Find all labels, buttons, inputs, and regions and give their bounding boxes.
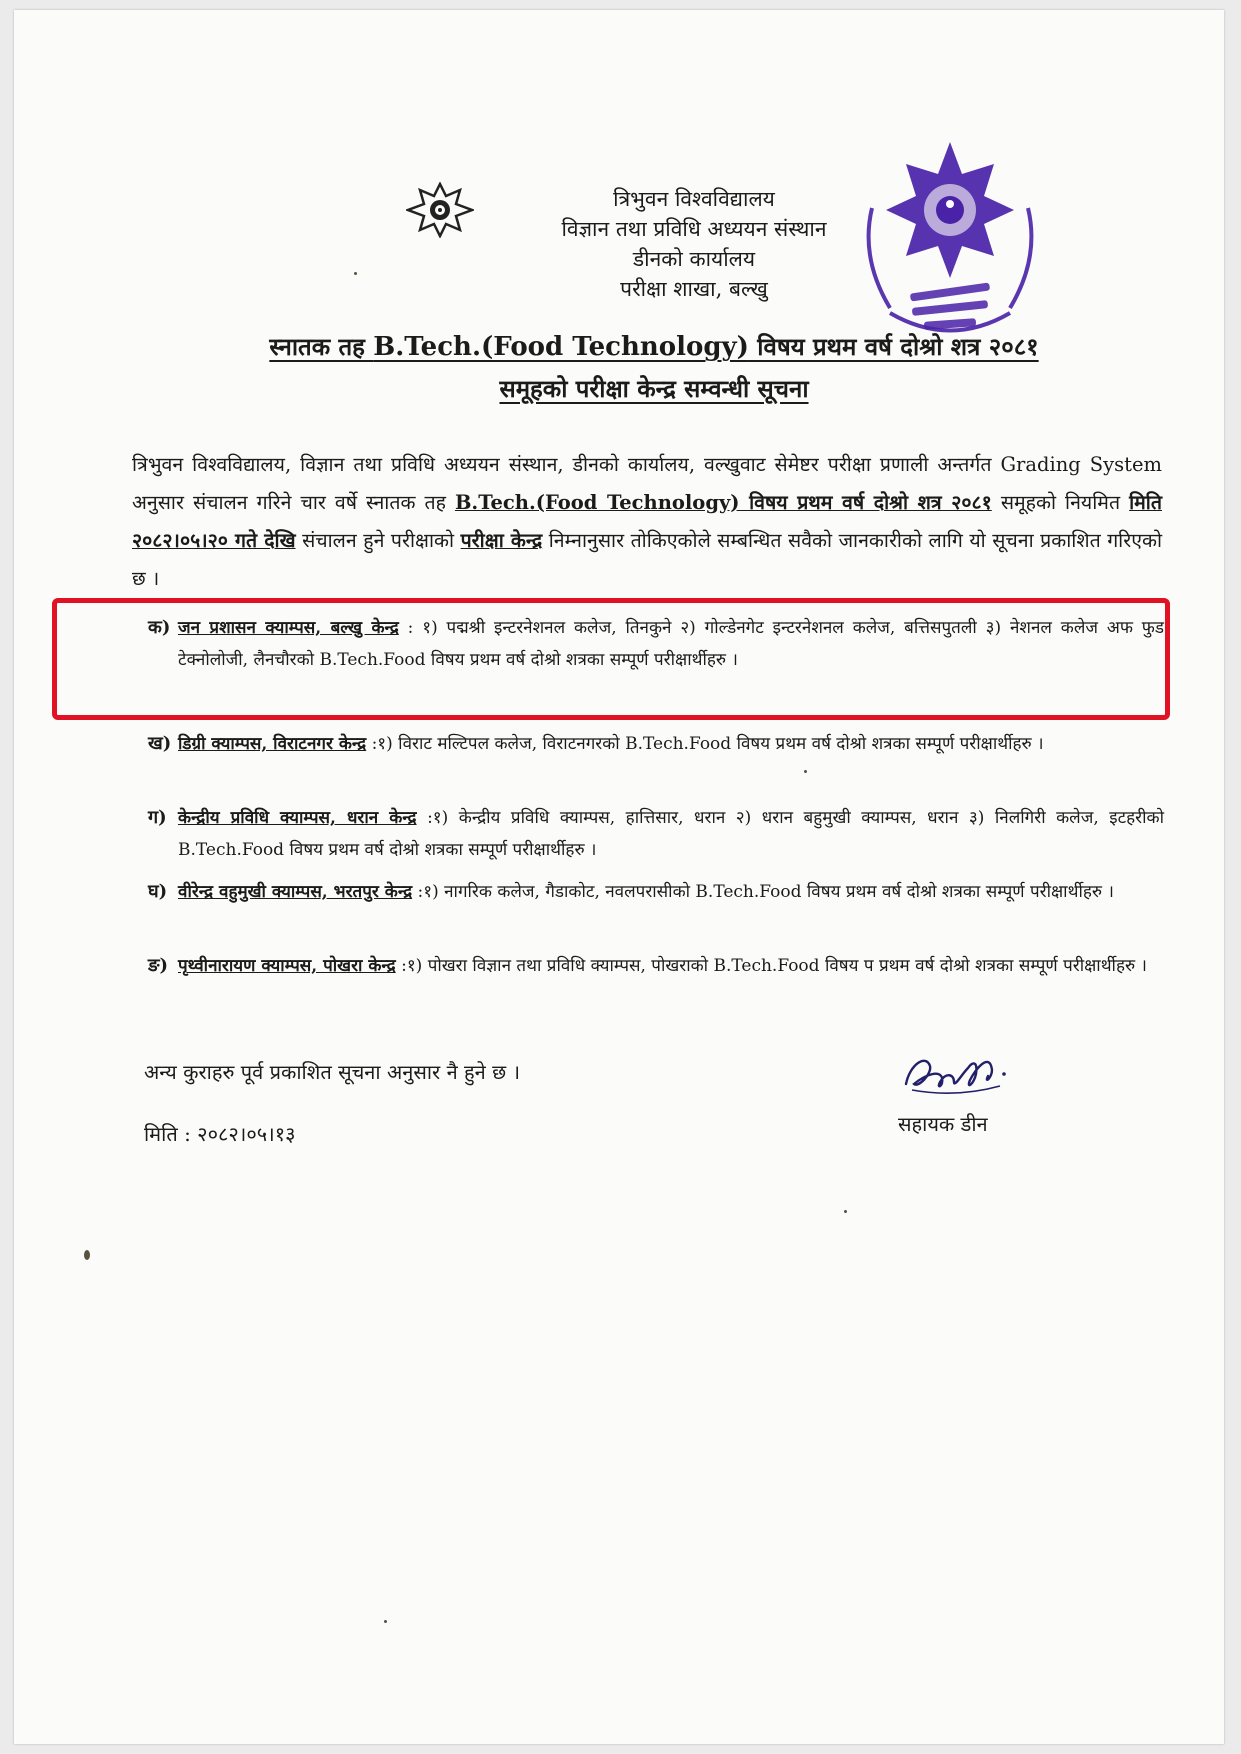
body-text-3: संचालन हुने परीक्षाको [295,529,461,552]
scan-speck [84,1250,90,1260]
header-section: परीक्षा शाखा, बल्खु [620,277,768,301]
notice-title-line1 [154,330,1154,363]
center-name: डिग्री क्याम्पस, विराटनगर केन्द्र [178,734,367,754]
scan-speck [384,1620,387,1623]
body-program: B.Tech.(Food Technology) विषय प्रथम वर्ष दोश्रो शत्र २०८१ [454,491,992,514]
exam-center-item [134,612,1164,676]
center-detail: :१) केन्द्रीय प्रविधि क्याम्पस, हात्तिसार, धरान २) धरान बहुमुखी क्याम्पस, धरान ३) निलगिरी कलेज, इटहरीको B.Tech.Food विषय प्रथम वर्ष दोश्रो शत्रका सम्पूर्ण परीक्षार्थीहरु । [178,808,1164,860]
center-name: जन प्रशासन क्याम्पस, बल्खु केन्द्र [178,618,399,638]
body-text-2: समूहको नियमित [991,491,1130,514]
body-exam-center: परीक्षा केन्द्र [460,529,543,552]
center-detail: :१) विराट मल्टिपल कलेज, विराटनगरको B.Tech.Food विषय प्रथम वर्ष दोश्रो शत्रका सम्पूर्ण परीक्षार्थीहरु । [366,734,1044,754]
notice-date: मिति : २०८२।०५।१३ [144,1122,296,1146]
office-seal-icon [850,138,1050,358]
scan-speck [354,272,357,275]
item-marker: ग) [148,807,167,828]
exam-center-item [134,876,1164,908]
body-exam-date: मिति २०८२।०५।२० गते देखि [132,491,1162,552]
signatory-title: सहायक डीन [898,1112,988,1136]
center-detail: :१) नागरिक कलेज, गैडाकोट, नवलपरासीको B.Tech.Food विषय प्रथम वर्ष दोश्रो शत्रका सम्पूर्ण परीक्षार्थीहरु । [412,882,1114,902]
header-university: त्रिभुवन विश्वविद्यालय [613,187,775,211]
signature-icon [896,1044,1026,1108]
center-detail: :१) पोखरा विज्ञान तथा प्रविधि क्याम्पस, पोखराको B.Tech.Food विषय प प्रथम वर्ष दोश्रो शत्रका सम्पूर्ण परीक्षार्थीहरु । [395,956,1148,976]
exam-center-item [134,802,1164,866]
footer-note: अन्य कुराहरु पूर्व प्रकाशित सूचना अनुसार नै हुने छ । [144,1060,521,1084]
notice-body [132,446,1162,598]
center-name: पृथ्वीनारायण क्याम्पस, पोखरा केन्द्र [178,956,396,976]
scan-speck [804,770,807,773]
body-text-1: त्रिभुवन विश्वविद्यालय, विज्ञान तथा प्रविधि अध्ययन संस्थान, डीनको कार्यालय, वल्खुवाट सेमेष्टर परीक्षा प्रणाली अन्तर्गत Grading System अनुसार संचालन गरिने चार वर्षे स्नातक तह [132,453,1162,514]
title-suffix: विषय प्रथम वर्ष दोश्रो शत्र २०८१ [748,332,1039,361]
item-marker: ङ) [148,955,168,976]
exam-center-item [134,950,1164,982]
item-marker: क) [148,617,171,638]
header-institute: विज्ञान तथा प्रविधि अध्ययन संस्थान [561,217,827,241]
body-text-4: निम्नानुसार तोकिएकोले सम्बन्धित सवैको जानकारीको लागि यो सूचना प्रकाशित गरिएको छ । [132,529,1163,590]
scan-speck [844,1210,847,1213]
exam-center-item [134,728,1164,760]
notice-title-line2: समूहको परीक्षा केन्द्र सम्वन्धी सूचना [499,374,809,403]
title-program: B.Tech.(Food Technology) [373,332,749,362]
center-name: वीरेन्द्र वहुमुखी क्याम्पस, भरतपुर केन्द्र [178,882,413,902]
center-name: केन्द्रीय प्रविधि क्याम्पस, धरान केन्द्र [178,808,417,828]
item-marker: ख) [148,733,172,754]
item-marker: घ) [148,881,168,902]
title-prefix: स्नातक तह [269,332,374,361]
center-detail: : १) पद्मश्री इन्टरनेशनल कलेज, तिनकुने २) गोल्डेनगेट इन्टरनेशनल कलेज, बत्तिसपुतली ३) नेशनल कलेज अफ फुड टेक्नोलोजी, लैनचौरको B.Tech.Food विषय प्रथम वर्ष दोश्रो शत्रका सम्पूर्ण परीक्षार्थीहरु । [178,618,1164,670]
header-office: डीनको कार्यालय [632,247,756,271]
notice-page [14,10,1224,1744]
